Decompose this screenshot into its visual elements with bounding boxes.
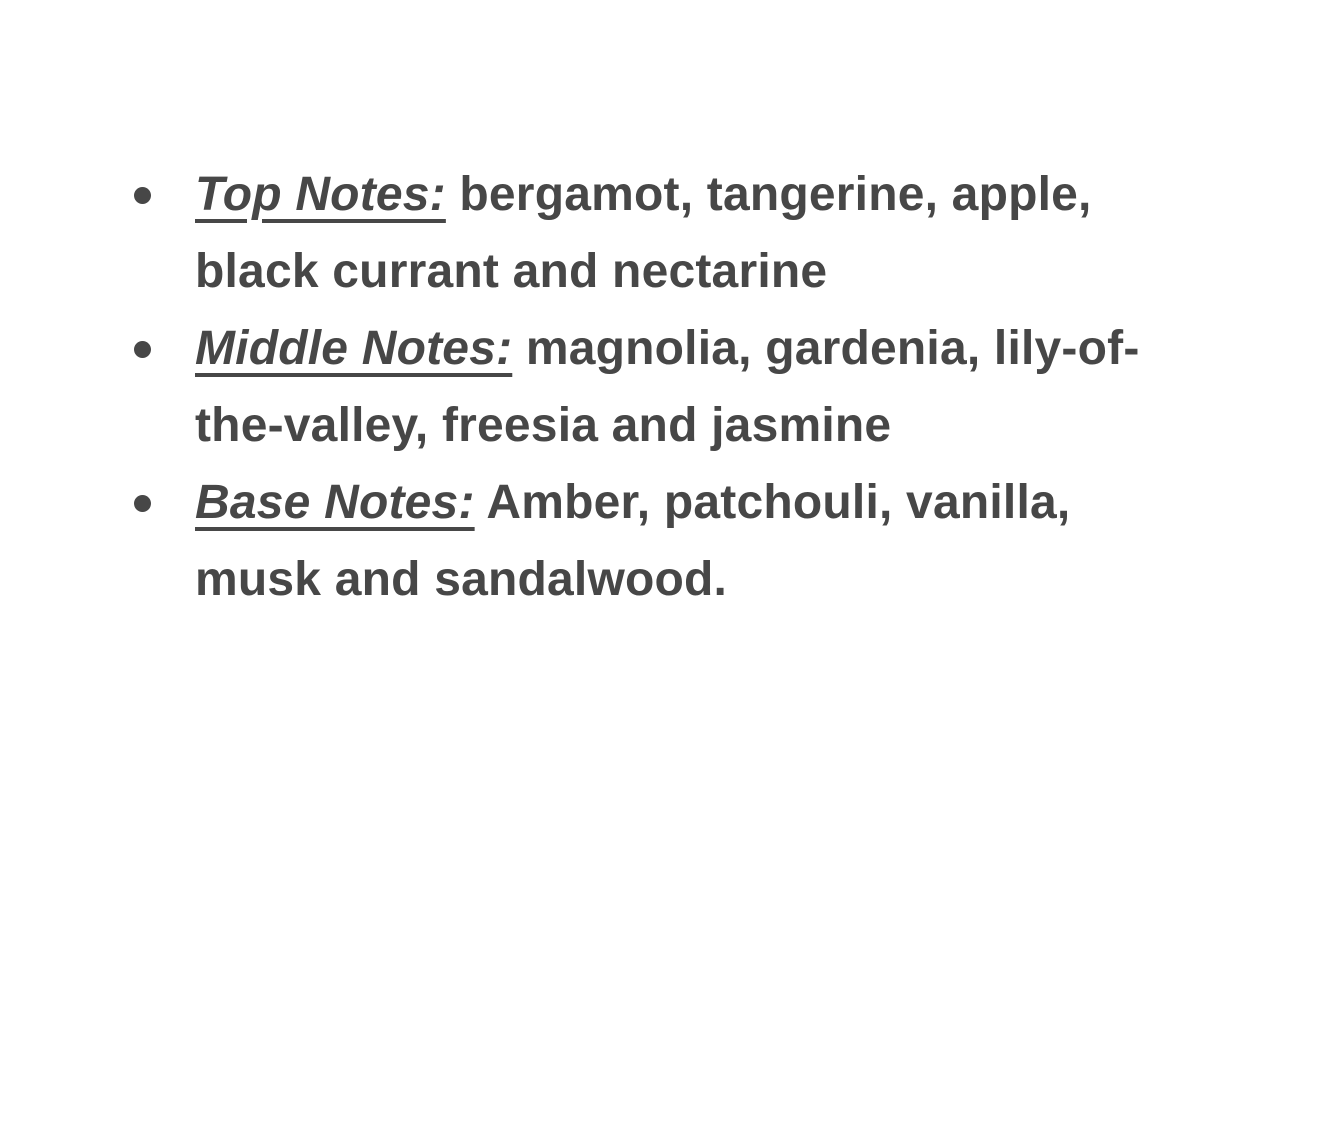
note-label-base: Base Notes: [195,476,475,529]
note-text-base: Amber, patchouli, vanilla, musk and sandalwood. [195,476,1071,606]
note-text-middle: magnolia, gardenia, lily-of-the-valley, freesia and jasmine [195,322,1140,452]
note-text-top: bergamot, tangerine, apple, black currant and nectarine [195,168,1092,298]
list-item-top-notes [134,156,1210,310]
fragrance-notes-list [134,156,1210,618]
note-label-middle: Middle Notes: [195,322,513,375]
list-item-middle-notes [134,310,1210,464]
bullet-icon [134,187,151,204]
note-content [195,310,1205,464]
bullet-icon [134,495,151,512]
note-content [195,156,1205,310]
list-item-base-notes [134,464,1210,618]
bullet-icon [134,341,151,358]
note-label-top: Top Notes: [195,168,446,221]
note-content [195,464,1205,618]
